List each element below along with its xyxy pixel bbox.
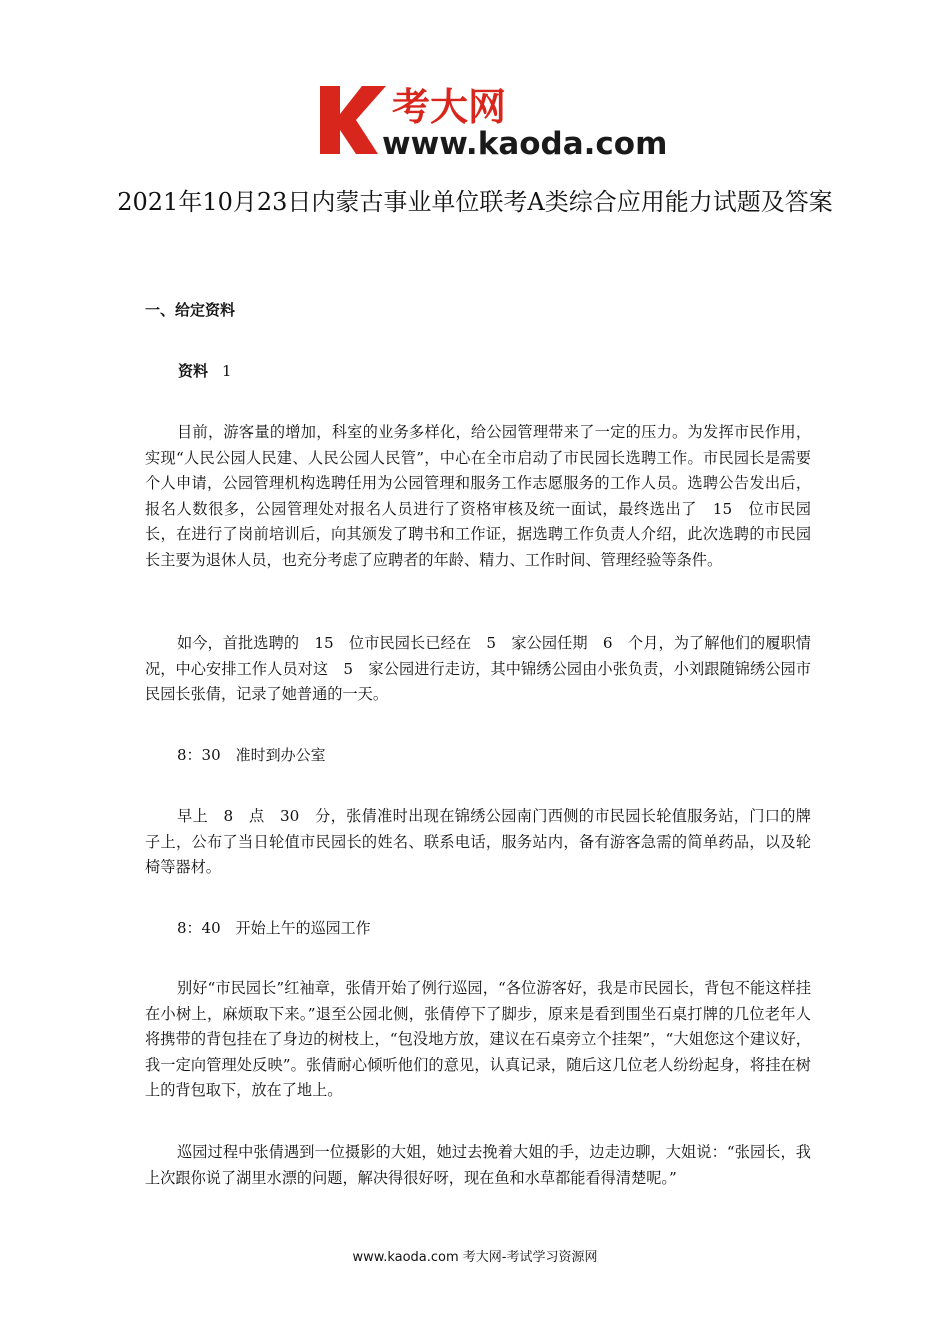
timeline-time: 8：40 <box>177 919 221 937</box>
material-number: 1 <box>222 362 232 380</box>
paragraph-visit: 如今，首批选聘的 15 位市民园长已经在 5 家公园任期 6 个月，为了解他们的履职情况，中心安排工作人员对这 5 家公园进行走访，其中锦绣公园由小张负责，小刘跟随锦绣公园市民园长张倩，记录了她普通的一天。 <box>145 634 811 703</box>
logo-brand-text: 考大网 <box>392 85 507 129</box>
paragraph-patrol: 别好“市民园长”红袖章，张倩开始了例行巡园，“各位游客好，我是市民园长，背包不能这样挂在小树上，麻烦取下来。”退至公园北侧，张倩停下了脚步，原来是看到围坐石桌打牌的几位老年人将携带的背包挂在了身边的树枝上，“包没地方放，建议在石桌旁立个挂架”，“大姐您这个建议好，我一定向管理处反映”。张倩耐心倾听他们的意见，认真记录，随后这几位老人纷纷起身，将挂在树上的背包取下，放在了地上。 <box>145 979 811 1099</box>
kaoda-logo-mark <box>318 80 668 162</box>
logo-url-text: www.kaoda.com <box>382 126 668 162</box>
page-footer: www.kaoda.com 考大网-考试学习资源网 <box>352 1250 598 1265</box>
timeline-event: 准时到办公室 <box>235 746 326 764</box>
section-heading: 一、给定资料 <box>145 301 236 319</box>
material-label: 资料 <box>178 362 209 380</box>
paragraph-morning: 早上 8 点 30 分，张倩准时出现在锦绣公园南门西侧的市民园长轮值服务站，门口的牌子上，公布了当日轮值市民园长的姓名、联系电话，服务站内，备有游客急需的简单药品，以及轮椅等器材。 <box>145 807 811 876</box>
timeline-item <box>177 744 326 765</box>
timeline-item <box>177 917 371 938</box>
material-heading <box>178 360 232 381</box>
kaoda-logo <box>318 80 668 162</box>
timeline-time: 8：30 <box>177 746 221 764</box>
timeline-event: 开始上午的巡园工作 <box>235 919 371 937</box>
paragraph-intro: 目前，游客量的增加，科室的业务多样化，给公园管理带来了一定的压力。为发挥市民作用，实现“人民公园人民建、人民公园人民管”，中心在全市启动了市民园长选聘工作。市民园长是需要个人申请，公园管理机构选聘任用为公园管理和服务工作志愿服务的工作人员。选聘公告发出后，报名人数很多，公园管理处对报名人员进行了资格审核及统一面试，最终选出了 15 位市民园长，在进行了岗前培训后，向其颁发了聘书和工作证，据选聘工作负责人介绍，此次选聘的市民园长主要为退休人员，也充分考虑了应聘者的年龄、精力、工作时间、管理经验等条件。 <box>145 423 811 569</box>
document-title: 2021年10月23日内蒙古事业单位联考A类综合应用能力试题及答案 <box>117 188 833 216</box>
paragraph-photographer: 巡园过程中张倩遇到一位摄影的大姐，她过去挽着大姐的手，边走边聊，大姐说：“张园长，我上次跟你说了湖里水漂的问题，解决得很好呀，现在鱼和水草都能看得清楚呢。” <box>145 1143 811 1187</box>
